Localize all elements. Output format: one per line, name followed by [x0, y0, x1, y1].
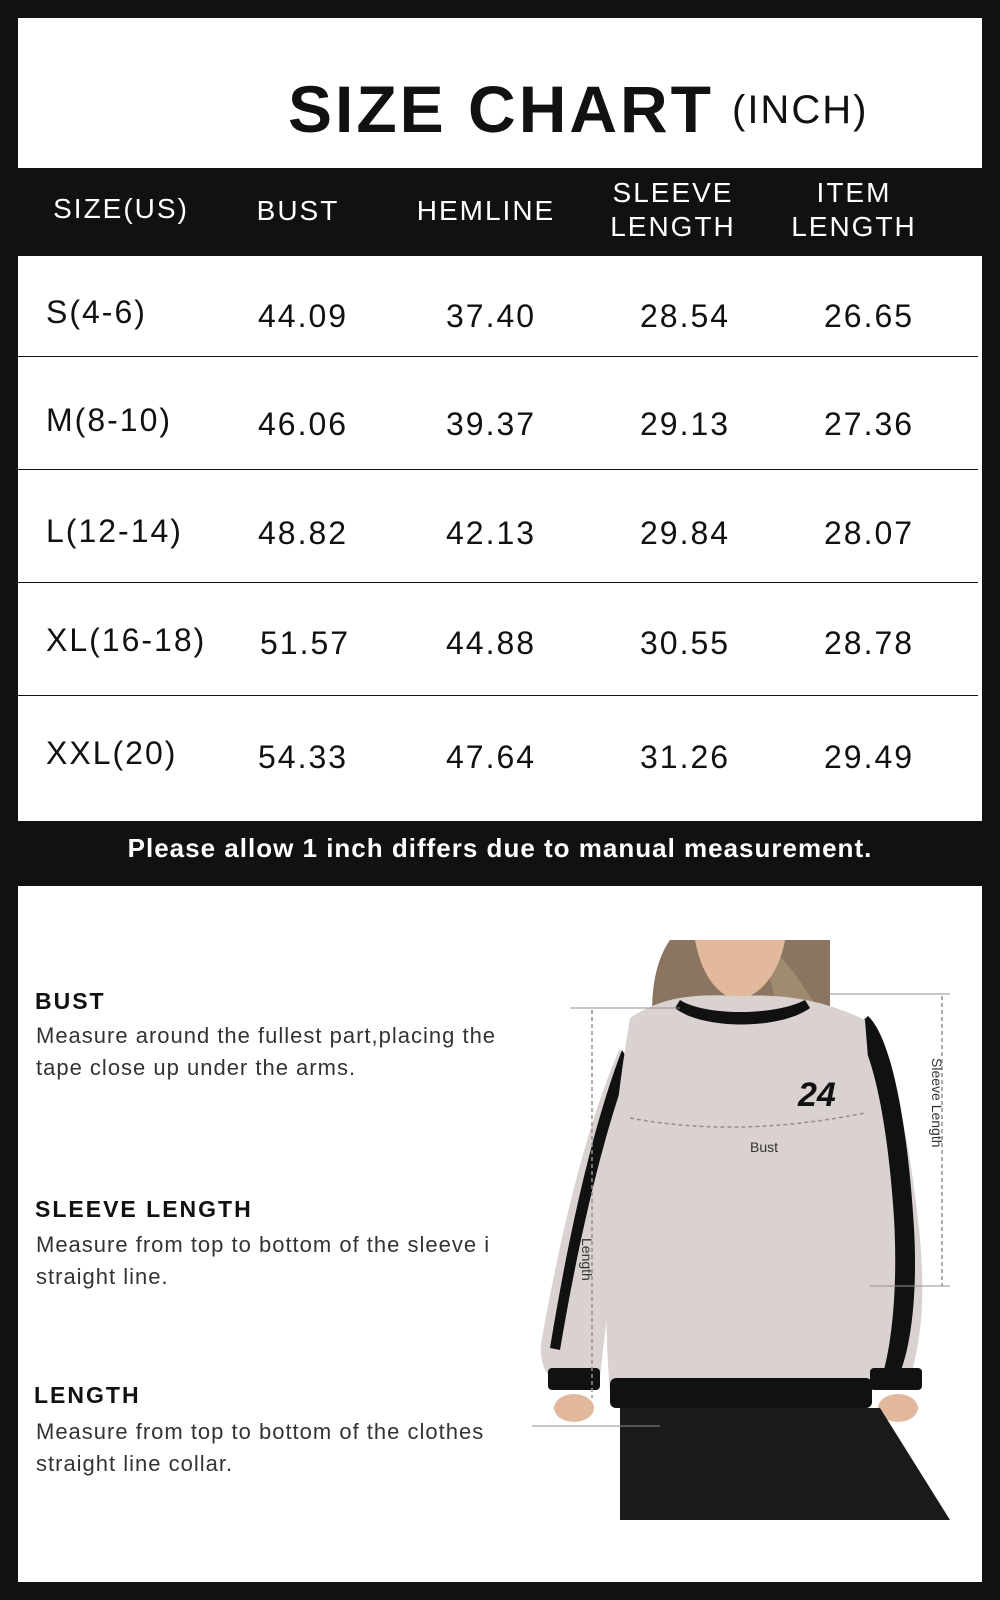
cell-sleeve: 29.13 [640, 406, 731, 442]
hand-left [554, 1394, 594, 1422]
cell-size: XL(16-18) [46, 622, 207, 658]
cell-sleeve: 30.55 [640, 625, 731, 661]
table-row [18, 256, 978, 357]
length-description-line2: straight line collar. [36, 1451, 234, 1476]
cell-item: 28.07 [824, 515, 915, 551]
table-header [18, 168, 982, 256]
measurement-note: Please allow 1 inch differs due to manual measurement. [127, 833, 873, 863]
cell-hemline: 42.13 [446, 515, 537, 551]
cell-bust: 51.57 [260, 625, 351, 661]
measurement-guide-panel [18, 886, 982, 1582]
pants [620, 1408, 950, 1520]
page-title: SIZE CHART [288, 72, 714, 146]
cell-hemline: 39.37 [446, 406, 537, 442]
cell-hemline: 37.40 [446, 298, 537, 334]
cell-hemline: 47.64 [446, 739, 537, 775]
cuff-left [548, 1368, 600, 1390]
sleeve-description-line2: straight line. [36, 1264, 169, 1289]
size-table [18, 256, 982, 821]
cell-size: M(8-10) [46, 402, 173, 438]
sleeve-length-heading: SLEEVE LENGTH [35, 1196, 253, 1222]
sweater-body [606, 995, 875, 1393]
bust-heading: BUST [35, 988, 106, 1014]
length-description [36, 1416, 516, 1480]
bust-description-line2: tape close up under the arms. [36, 1055, 357, 1080]
cell-item: 27.36 [824, 406, 915, 442]
header-size: SIZE(US) [53, 193, 189, 224]
sleeve-description-line1: Measure from top to bottom of the sleeve i [36, 1232, 491, 1257]
cell-size: S(4-6) [46, 294, 147, 330]
cell-size: XXL(20) [46, 735, 178, 771]
cell-bust: 48.82 [258, 515, 349, 551]
sleeve-length-description [36, 1229, 516, 1293]
cell-sleeve: 28.54 [640, 298, 731, 334]
cell-bust: 44.09 [258, 298, 349, 334]
length-description-line1: Measure from top to bottom of the clothes [36, 1419, 485, 1444]
sweater-hem [610, 1378, 872, 1408]
table-row [18, 358, 978, 470]
bust-description-line1: Measure around the fullest part,placing the [36, 1023, 497, 1048]
table-row [18, 471, 978, 583]
table-row [18, 584, 978, 696]
cell-item: 26.65 [824, 298, 915, 334]
cell-sleeve: 29.84 [640, 515, 731, 551]
header-item-length: ITEM LENGTH [791, 177, 917, 242]
bust-label: Bust [750, 1139, 779, 1155]
cell-bust: 46.06 [258, 406, 349, 442]
sleeve-label: Sleeve Length [929, 1058, 945, 1148]
length-heading: LENGTH [34, 1382, 141, 1408]
length-label: Length [579, 1238, 595, 1281]
cell-item: 29.49 [824, 739, 915, 775]
bust-description [36, 1020, 516, 1084]
header-sleeve-length: SLEEVE LENGTH [610, 177, 736, 242]
cuff-right [870, 1368, 922, 1390]
cell-size: L(12-14) [46, 513, 183, 549]
sweater-illustration [530, 938, 982, 1520]
cell-bust: 54.33 [258, 739, 349, 775]
cell-sleeve: 31.26 [640, 739, 731, 775]
header-hemline: HEMLINE [416, 195, 556, 226]
unit-label: (INCH) [732, 88, 869, 132]
table-row [18, 697, 978, 817]
cell-hemline: 44.88 [446, 625, 537, 661]
header-bust: BUST [256, 195, 340, 226]
print-number: 24 [798, 1076, 836, 1114]
cell-item: 28.78 [824, 625, 915, 661]
